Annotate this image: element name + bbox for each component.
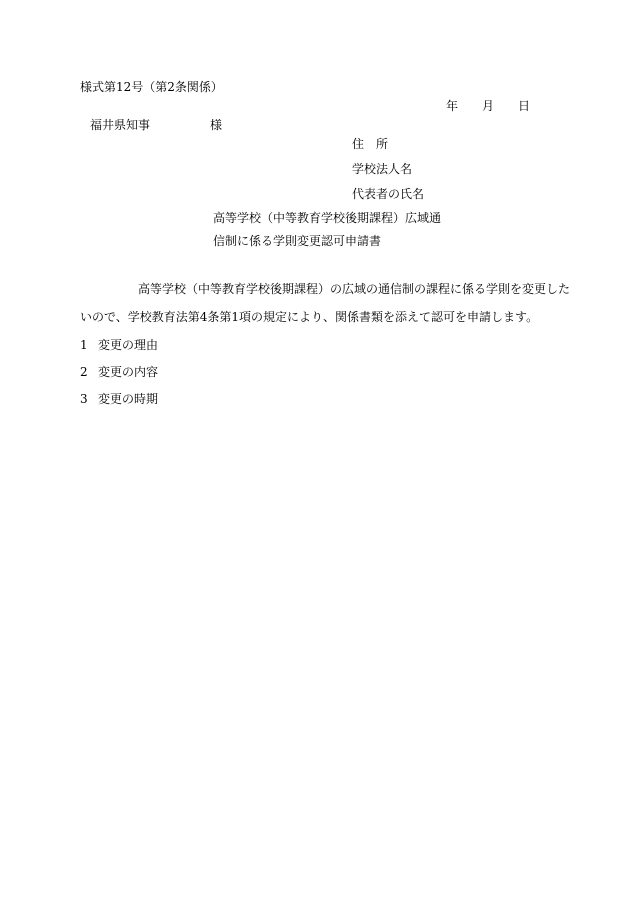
date-year-label: 年 xyxy=(446,99,459,113)
addressee xyxy=(90,118,222,132)
applicant-rep-label: 代表者の氏名 xyxy=(352,187,425,201)
list-item xyxy=(80,365,158,379)
body-text-line-2: いので、学校教育法第4条第1項の規定により、関係書類を添えて認可を申請します。 xyxy=(80,310,539,324)
date-line xyxy=(446,99,530,113)
addressee-name: 福井県知事 xyxy=(90,118,151,132)
applicant-address-label: 住 所 xyxy=(352,137,389,151)
date-day-label: 日 xyxy=(518,99,531,113)
list-item xyxy=(80,392,158,406)
list-item-label: 変更の時期 xyxy=(98,392,159,406)
list-item-label: 変更の理由 xyxy=(98,338,159,352)
body-text-line-1: 高等学校（中等教育学校後期課程）の広域の通信制の課程に係る学則を変更した xyxy=(138,282,571,296)
list-item xyxy=(80,338,158,352)
document-title-line-2: 信制に係る学則変更認可申請書 xyxy=(213,234,382,248)
list-item-number: 3 xyxy=(80,392,88,406)
list-item-number: 1 xyxy=(80,338,88,352)
document-title-line-1: 高等学校（中等教育学校後期課程）広域通 xyxy=(213,211,442,225)
list-item-number: 2 xyxy=(80,365,88,379)
addressee-honorific: 様 xyxy=(210,118,223,132)
list-item-label: 変更の内容 xyxy=(98,365,159,379)
form-number: 様式第12号（第2条関係） xyxy=(80,80,223,94)
date-month-label: 月 xyxy=(482,99,495,113)
applicant-corp-label: 学校法人名 xyxy=(352,162,413,176)
